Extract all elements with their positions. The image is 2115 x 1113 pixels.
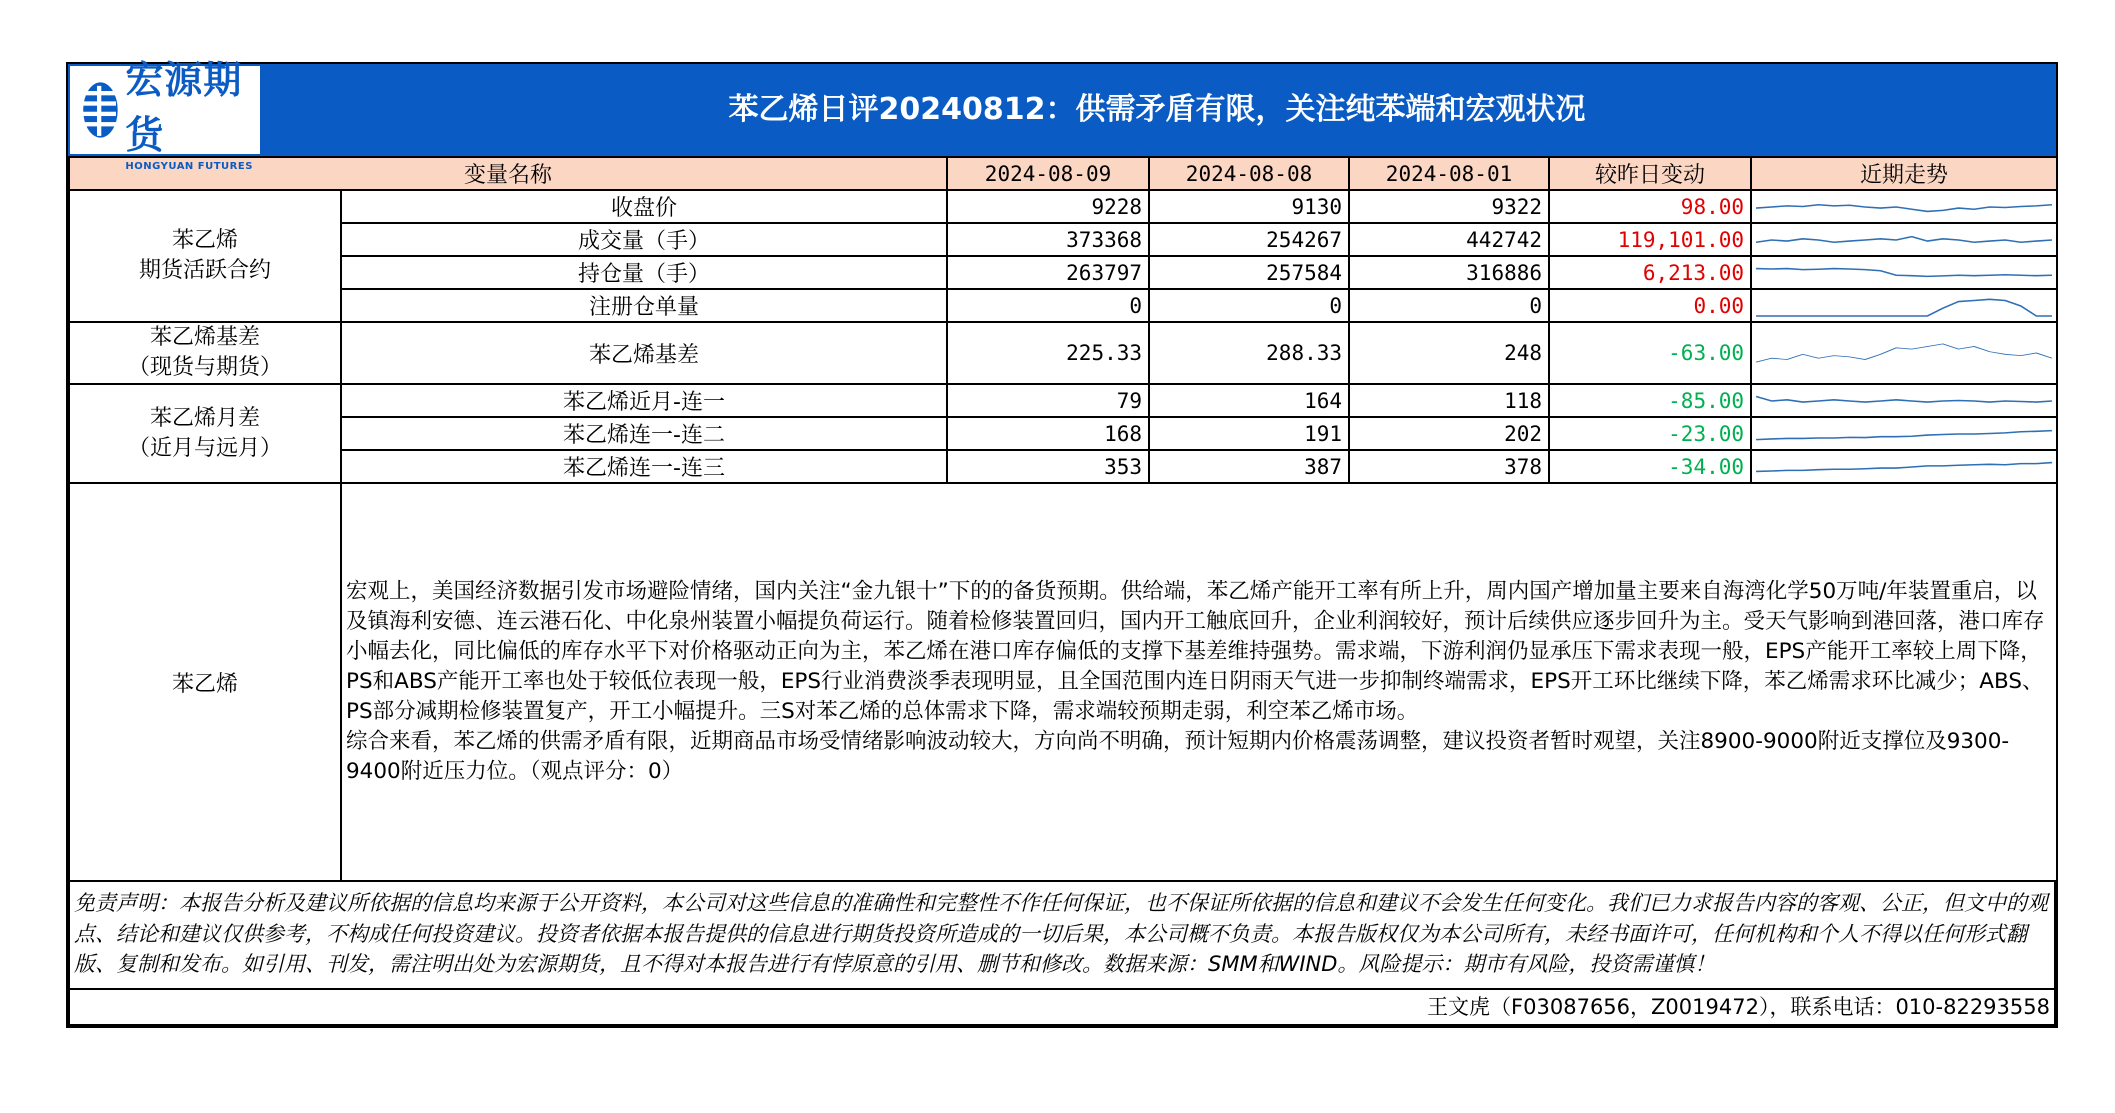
cell-value: 353 [947,450,1149,483]
cell-value: 202 [1349,417,1549,450]
cell-value: 373368 [947,223,1149,256]
table-row [69,450,2057,483]
commentary-row [69,483,2057,881]
group-label-line1: 苯乙烯月差 [149,405,260,431]
table-row [69,223,2057,256]
sparkline-svg [1752,291,2056,321]
row-name: 苯乙烯基差 [341,322,947,384]
table-row [69,190,2057,223]
cell-value: 9228 [947,190,1149,223]
cell-value: 0 [1149,289,1349,322]
sparkline-svg [1752,225,2056,255]
column-header-change: 较昨日变动 [1549,157,1751,190]
sparkline-near-c1 [1751,384,2057,417]
sparkline-series [1756,344,2052,362]
column-header-date-1: 2024-08-09 [947,157,1149,190]
column-header-date-2: 2024-08-08 [1149,157,1349,190]
cell-change: 0.00 [1549,289,1751,322]
column-header-date-3: 2024-08-01 [1349,157,1549,190]
group-label-line2: （近月与远月） [127,435,282,461]
disclaimer: 免责声明：本报告分析及建议所依据的信息均来源于公开资料，本公司对这些信息的准确性和完整性不作任何保证，也不保证所依据的信息和建议不会发生任何变化。我们已力求报告内容的客观、公正，但文中的观点、结论和建议仅供参考，不构成任何投资建议。投资者依据本报告提供的信息进行期货投资所造成的一切后果，本公司概不负责。本报告版权仅为本公司所有，未经书面许可，任何机构和个人不得以任何形式翻版、复制和发布。如引用、刊发，需注明出处为宏源期货，且不得对本报告进行有悖原意的引用、删节和修改。数据来源：SMM和WIND。风险提示：期市有风险，投资需谨慎！ [68,882,2056,990]
column-header-trend: 近期走势 [1751,157,2057,190]
sparkline-svg [1752,338,2056,368]
group-label-line1: 苯乙烯基差 [149,325,260,350]
sparkline-svg [1752,386,2056,416]
cell-value: 9130 [1149,190,1349,223]
table-row [69,322,2057,384]
table-row [69,417,2057,450]
sparkline-open-interest [1751,256,2057,289]
cell-change: 119,101.00 [1549,223,1751,256]
table-row [69,384,2057,417]
sparkline-svg [1752,258,2056,288]
commentary-text [341,483,2057,881]
group-label-spread [69,384,341,483]
cell-value: 378 [1349,450,1549,483]
sparkline-series [1756,462,2052,471]
cell-value: 263797 [947,256,1149,289]
group-label-line2: 期货活跃合约 [138,258,271,283]
sparkline-svg [1752,419,2056,449]
cell-value: 254267 [1149,223,1349,256]
report-title: 苯乙烯日评20240812：供需矛盾有限，关注纯苯端和宏观状况 [728,92,1586,127]
cell-change: -23.00 [1549,417,1751,450]
cell-value: 257584 [1149,256,1349,289]
cell-value: 168 [947,417,1149,450]
table-row [69,256,2057,289]
group-label-basis [69,322,341,384]
sparkline-c1-c3 [1751,450,2057,483]
logo-mark-icon [78,74,119,146]
logo-chinese-name: 宏源期货 [125,57,243,157]
group-label-futures [69,190,341,322]
cell-value: 442742 [1349,223,1549,256]
cell-value: 0 [1349,289,1549,322]
sparkline-series [1756,268,2052,276]
logo-english-name: HONGYUAN FUTURES [125,160,253,172]
sparkline-warehouse [1751,289,2057,322]
cell-value: 9322 [1349,190,1549,223]
cell-change: -34.00 [1549,450,1751,483]
cell-change: 98.00 [1549,190,1751,223]
row-name: 苯乙烯连一-连二 [341,417,947,450]
row-name: 苯乙烯连一-连三 [341,450,947,483]
commentary-paragraph-2: 综合来看，苯乙烯的供需矛盾有限，近期商品市场受情绪影响波动较大，方向尚不明确，预计短期内价格震荡调整，建议投资者暂时观望，关注8900-9000附近支撑位及9300-9400附近压力位。（观点评分：0） [346,729,2010,784]
cell-value: 288.33 [1149,322,1349,384]
analyst-contact: 王文虎（F03087656，Z0019472），联系电话：010-82293558 [68,990,2056,1026]
sparkline-series [1756,204,2052,211]
cell-change: 6,213.00 [1549,256,1751,289]
group-label-line1: 苯乙烯 [171,228,238,253]
cell-value: 191 [1149,417,1349,450]
sparkline-basis [1751,322,2057,384]
row-name: 苯乙烯近月-连一 [341,384,947,417]
commentary-paragraph-1: 宏观上，美国经济数据引发市场避险情绪，国内关注“金九银十”下的的备货预期。供给端，苯乙烯产能开工率有所上升，周内国产增加量主要来自海湾化学50万吨/年装置重启，以及镇海利安德、连云港石化、中化泉州装置小幅提负荷运行。随着检修装置回归，国内开工触底回升，企业利润较好，预计后续供应逐步回升为主。受天气影响到港回落，港口库存小幅去化，同比偏低的库存水平下对价格驱动正向为主，苯乙烯在港口库存偏低的支撑下基差维持强势。需求端，下游利润仍显承压下需求表现一般，EPS产能开工率较上周下降，PS和ABS产能开工率也处于较低位表现一般，EPS行业消费淡季表现明显，且全国范围内连日阴雨天气进一步抑制终端需求，EPS开工环比继续下降，苯乙烯需求环比减少；ABS、PS部分减期检修装置复产，开工小幅提升。三S对苯乙烯的总体需求下降，需求端较预期走弱，利空苯乙烯市场。 [346,579,2045,724]
commentary-label: 苯乙烯 [69,483,341,881]
cell-value: 248 [1349,322,1549,384]
row-name: 持仓量（手） [341,256,947,289]
table-row [69,289,2057,322]
cell-value: 387 [1149,450,1349,483]
sparkline-svg [1752,192,2056,222]
cell-value: 79 [947,384,1149,417]
row-name: 收盘价 [341,190,947,223]
cell-value: 164 [1149,384,1349,417]
row-name: 成交量（手） [341,223,947,256]
table-header-row [69,157,2057,190]
company-logo [70,57,260,172]
report-sheet [66,57,2058,1028]
sparkline-series [1756,396,2052,402]
cell-change: -63.00 [1549,322,1751,384]
sparkline-series [1756,236,2052,242]
cell-value: 118 [1349,384,1549,417]
sparkline-volume [1751,223,2057,256]
column-header-variable: 变量名称 [69,157,947,190]
row-name: 注册仓单量 [341,289,947,322]
sparkline-c1-c2 [1751,417,2057,450]
sparkline-series [1756,430,2052,439]
data-table [68,156,2058,882]
report-banner [68,57,2056,172]
cell-value: 316886 [1349,256,1549,289]
cell-change: -85.00 [1549,384,1751,417]
sparkline-close [1751,190,2057,223]
cell-value: 0 [947,289,1149,322]
sparkline-series [1756,299,2052,316]
cell-value: 225.33 [947,322,1149,384]
sparkline-svg [1752,452,2056,482]
group-label-line2: （现货与期货） [127,355,282,380]
